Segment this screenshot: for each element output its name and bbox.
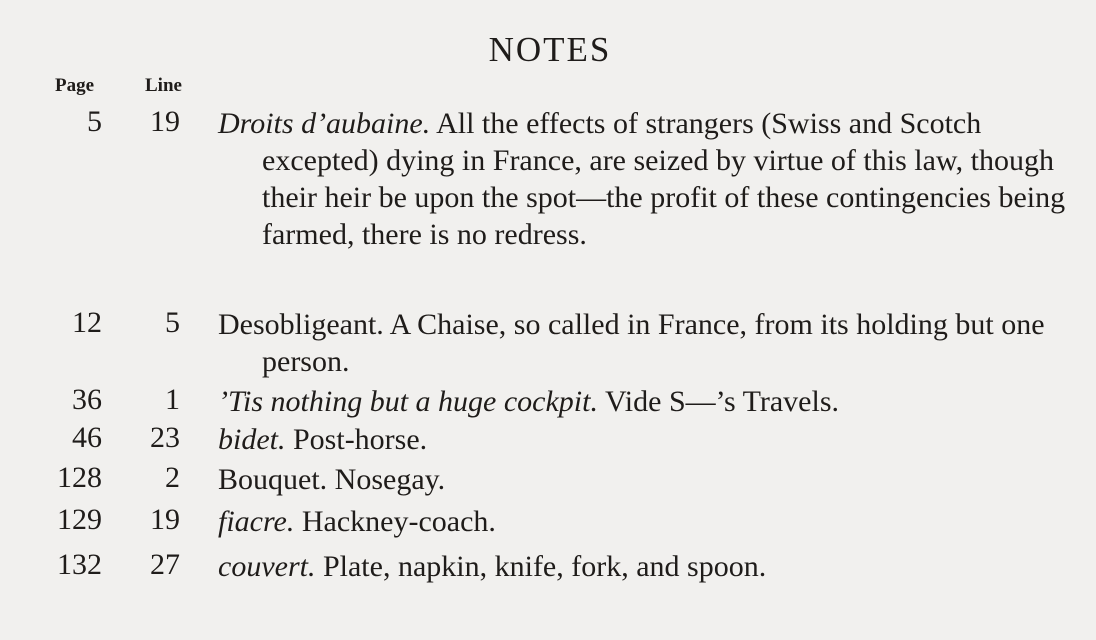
note-definition: Vide S—’s Travels. [604, 385, 840, 418]
note-definition: Hackney-coach. [301, 505, 496, 538]
note-line-number: 27 [150, 548, 180, 581]
note-text [218, 105, 1068, 253]
note-definition: All the effects of strangers (Swiss and Scotch excepted) dying in France, are seized by virtue of this law, though their heir be upon the spot—the profit of these contingencies being farmed, there is no redress. [262, 107, 1066, 251]
note-page-number: 5 [87, 105, 102, 138]
note-page-number: 36 [72, 383, 102, 416]
note-line-number: 2 [165, 461, 180, 494]
note-line-number: 1 [165, 383, 180, 416]
note-line-number: 19 [150, 105, 180, 138]
column-header-page: Page [55, 75, 95, 96]
note-text [218, 503, 1068, 540]
note-page-number: 46 [72, 421, 102, 454]
note-page-number: 129 [57, 503, 102, 536]
note-text [218, 461, 1068, 498]
note-page-number: 12 [72, 306, 102, 339]
note-definition: Bouquet. Nosegay. [218, 463, 446, 496]
column-header-line: Line [145, 75, 182, 96]
note-term: ’Tis nothing but a huge cockpit. [218, 385, 598, 418]
note-text [218, 421, 1068, 458]
note-text [218, 548, 1068, 585]
note-term: bidet. [218, 423, 286, 456]
note-page-number: 128 [57, 461, 102, 494]
note-text [218, 306, 1068, 380]
note-line-number: 19 [150, 503, 180, 536]
note-term: fiacre. [218, 505, 295, 538]
note-definition: Post-horse. [293, 423, 428, 456]
page-title: NOTES [488, 30, 612, 69]
note-line-number: 5 [165, 306, 180, 339]
note-definition: Desobligeant. A Chaise, so called in France, from its holding but one person. [218, 308, 1045, 378]
note-definition: Plate, napkin, knife, fork, and spoon. [322, 550, 767, 583]
note-term: couvert. [218, 550, 316, 583]
note-text [218, 383, 1068, 420]
note-line-number: 23 [150, 421, 180, 454]
note-term: Droits d’aubaine. [218, 107, 431, 140]
note-page-number: 132 [57, 548, 102, 581]
